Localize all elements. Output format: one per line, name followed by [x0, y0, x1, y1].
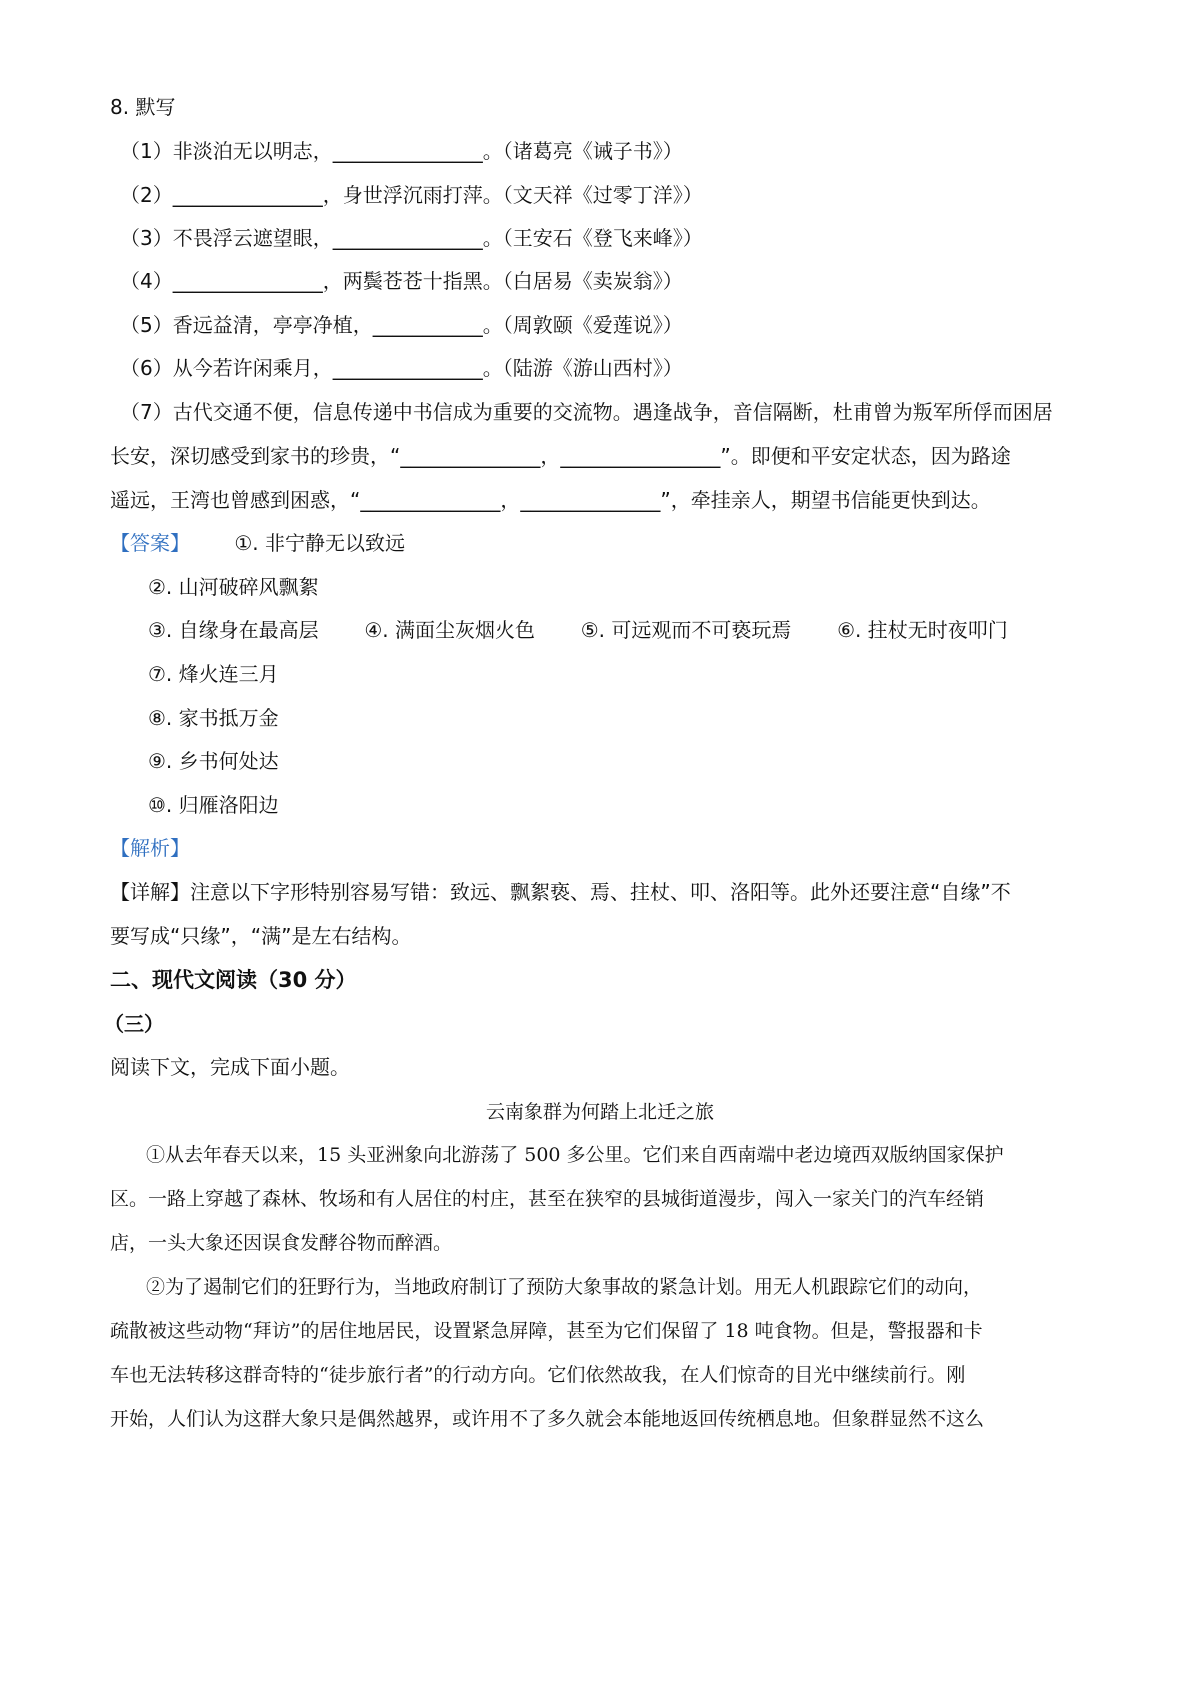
answer-row-3	[148, 617, 1008, 643]
dictation-item: （1）非淡泊无以明志，_______________。（诸葛亮《诫子书》）	[120, 139, 683, 163]
answer-item: ⑥. 拄杖无时夜叩门	[837, 618, 1008, 642]
answer-item: ⑩. 归雁洛阳边	[148, 793, 279, 817]
article-paragraph-line: 店，一头大象还因误食发酵谷物而醉酒。	[110, 1232, 453, 1254]
article-paragraph-line: 疏散被这些动物“拜访”的居住地居民，设置紧急屏障，甚至为它们保留了 18 吨食物。但是，警报器和卡	[110, 1320, 983, 1342]
answer-item: ①. 非宁静无以致远	[234, 531, 406, 555]
dictation-item: （4）_______________，两鬓苍苍十指黑。（白居易《卖炭翁》）	[120, 269, 683, 293]
answer-item: ③. 自缘身在最高层	[148, 618, 319, 642]
answer-row-1	[110, 530, 405, 556]
article-title: 云南象群为何踏上北迁之旅	[485, 1101, 714, 1123]
answer-item: ⑤. 可远观而不可亵玩焉	[580, 618, 792, 642]
answer-item: ④. 满面尘灰烟火色	[364, 618, 536, 642]
answer-item: ②. 山河破碎风飘絮	[148, 575, 319, 599]
dictation-item: （3）不畏浮云遮望眼，_______________。（王安石《登飞来峰》）	[120, 226, 703, 250]
question-heading: 8. 默写	[110, 95, 176, 119]
analysis-detail-line: 要写成“只缘”，“满”是左右结构。	[110, 924, 412, 948]
instruction: 阅读下文，完成下面小题。	[110, 1055, 350, 1079]
article-paragraph-line: 车也无法转移这群奇特的“徒步旅行者”的行动方向。它们依然故我，在人们惊奇的目光中继续前行。刚	[110, 1364, 966, 1386]
answer-item: ⑨. 乡书何处达	[148, 749, 279, 773]
dictation-item: （6）从今若许闲乘月，_______________。（陆游《游山西村》）	[120, 356, 683, 380]
article-paragraph-line: 区。一路上穿越了森林、牧场和有人居住的村庄，甚至在狭窄的县城街道漫步，闯入一家关门的汽车经销	[110, 1188, 985, 1210]
answer-item: ⑦. 烽火连三月	[148, 662, 279, 686]
analysis-detail-line: 【详解】注意以下字形特别容易写错：致远、飘絮亵、焉、拄杖、叩、洛阳等。此外还要注意“自缘”不	[110, 880, 1011, 904]
analysis-label: 【解析】	[110, 836, 190, 860]
answer-item: ⑧. 家书抵万金	[148, 706, 279, 730]
dictation-item-7-line: 遥远，王湾也曾感到困惑，“______________，______________”，牵挂亲人，期望书信能更快到达。	[110, 488, 991, 512]
article-paragraph-line: 开始，人们认为这群大象只是偶然越界，或许用不了多久就会本能地返回传统栖息地。但象群显然不这么	[110, 1408, 985, 1430]
answer-label: 【答案】	[110, 531, 190, 555]
section-heading: 二、现代文阅读（30 分）	[110, 968, 357, 992]
article-paragraph-line: ②为了遏制它们的狂野行为，当地政府制订了预防大象事故的紧急计划。用无人机跟踪它们的动向，	[146, 1276, 983, 1298]
section-subheading: （三）	[104, 1012, 164, 1036]
article-paragraph-line: ①从去年春天以来，15 头亚洲象向北游荡了 500 多公里。它们来自西南端中老边境西双版纳国家保护	[146, 1144, 1004, 1166]
dictation-item: （5）香远益清，亭亭净植，___________。（周敦颐《爱莲说》）	[120, 313, 683, 337]
dictation-item-7-line: 长安，深切感受到家书的珍贵，“______________，________________”。即便和平安定状态，因为路途	[110, 444, 1011, 468]
dictation-item: （2）_______________，身世浮沉雨打萍。（文天祥《过零丁洋》）	[120, 183, 703, 207]
dictation-item-7-line: （7）古代交通不便，信息传递中书信成为重要的交流物。遇逢战争，音信隔断，杜甫曾为叛军所俘而困居	[120, 400, 1053, 424]
